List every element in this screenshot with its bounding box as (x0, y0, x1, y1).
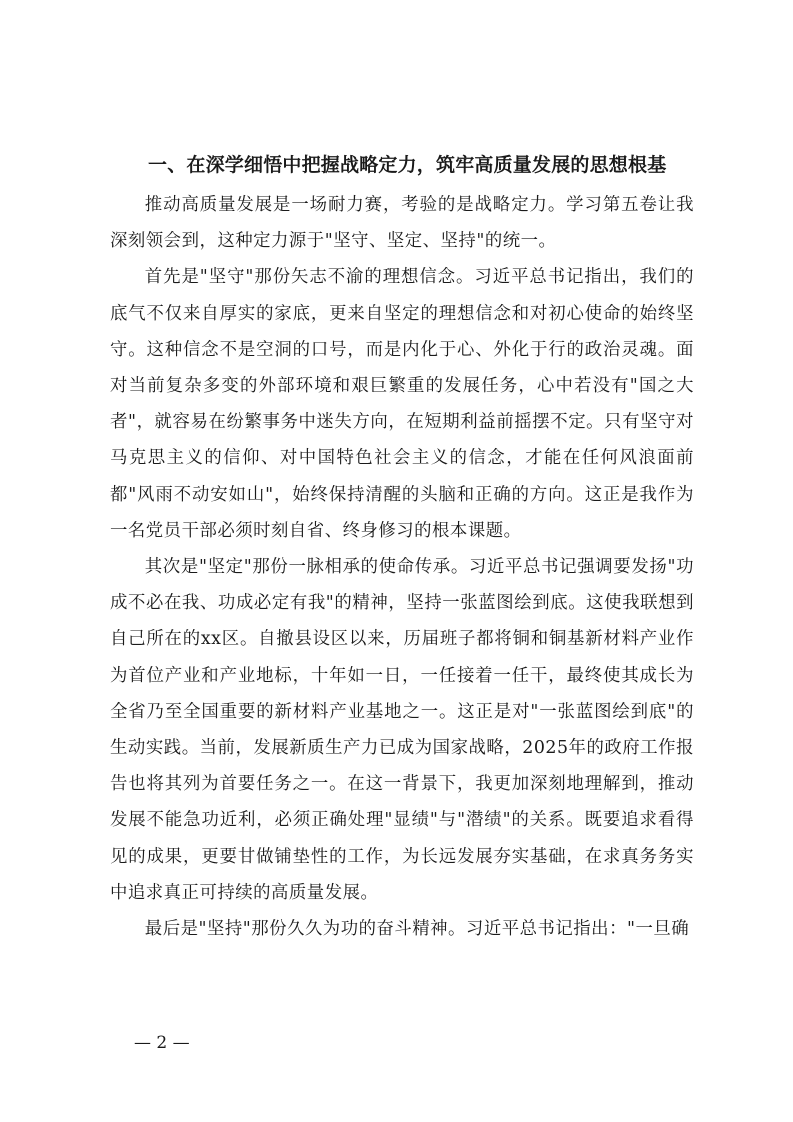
paragraph-last: 最后是"坚持"那份久久为功的奋斗精神。习近平总书记指出："一旦确 (144, 919, 690, 940)
paragraph-intro: 推动高质量发展是一场耐力赛，考验的是战略定力。学习第五卷让我深刻领会到，这种定力源于"坚守、坚定、坚持"的统一。 (110, 195, 694, 252)
paragraph-first: 首先是"坚守"那份矢志不渝的理想信念。习近平总书记指出，我们的底气不仅来自厚实的家底，更来自坚定的理想信念和对初心使命的始终坚守。这种信念不是空洞的口号，而是内化于心、外化于行的政治灵魂。面对当前复杂多变的外部环境和艰巨繁重的发展任务，心中若没有"国之大者"，就容易在纷繁事务中迷失方向，在短期利益前摇摆不定。只有坚守对马克思主义的信仰、对中国特色社会主义的信念，才能在任何风浪面前都"风雨不动安如山"，始终保持清醒的头脑和正确的方向。这正是我作为一名党员干部必须时刻自省、终身修习的根本课题。 (110, 267, 694, 541)
body-text (110, 187, 694, 947)
section-heading: 一、在深学细悟中把握战略定力，筑牢高质量发展的思想根基 (148, 154, 667, 176)
page-number: — 2 — (134, 1033, 190, 1053)
paragraph-second: 其次是"坚定"那份一脉相承的使命传承。习近平总书记强调要发扬"功成不必在我、功成必定有我"的精神，坚持一张蓝图绘到底。这使我联想到自己所在的xx区。自撤县设区以来，历届班子都将铜和铜基新材料产业作为首位产业和产业地标，十年如一日，一任接着一任干，最终使其成长为全省乃至全国重要的新材料产业基地之一。这正是对"一张蓝图绘到底"的生动实践。当前，发展新质生产力已成为国家战略，2025年的政府工作报告也将其列为首要任务之一。在这一背景下，我更加深刻地理解到，推动发展不能急功近利，必须正确处理"显绩"与"潜绩"的关系。既要追求看得见的成果，更要甘做铺垫性的工作，为长远发展夯实基础，在求真务务实中追求真正可持续的高质量发展。 (110, 557, 694, 903)
